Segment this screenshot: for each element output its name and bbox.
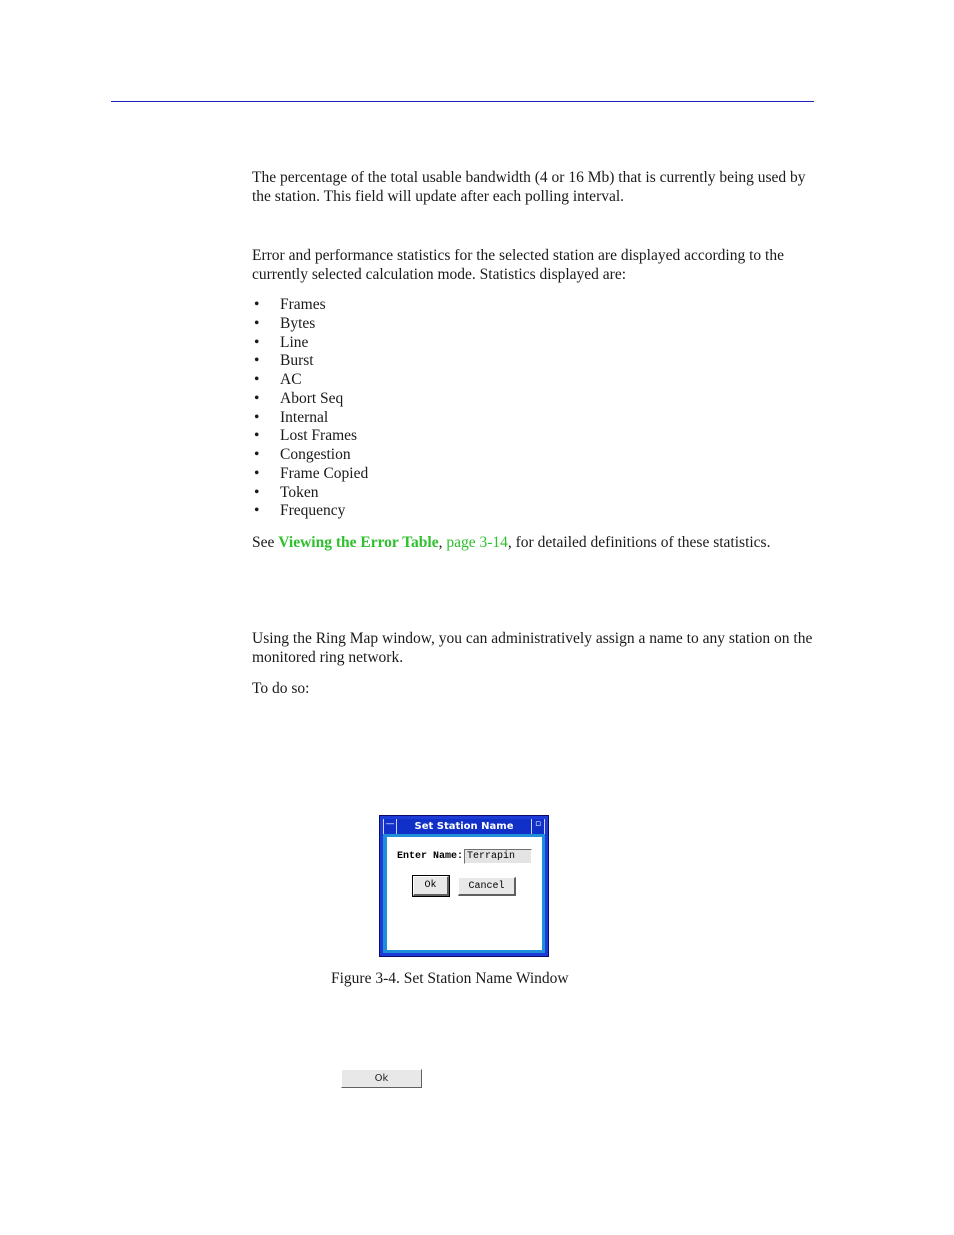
list-item: • Frequency <box>252 502 368 521</box>
enter-name-label: Enter Name: <box>397 851 464 862</box>
ok-button[interactable]: Ok <box>413 876 449 896</box>
list-item: • Frames <box>252 296 368 315</box>
page-reference-link[interactable]: page 3-14 <box>446 534 508 551</box>
dialog-title[interactable]: Set Station Name <box>383 819 545 834</box>
station-name-input[interactable]: Terrapin <box>464 849 532 864</box>
set-station-name-dialog <box>379 815 549 957</box>
ok-button-illustration[interactable]: Ok <box>341 1069 422 1088</box>
ring-map-paragraph: Using the Ring Map window, you can administratively assign a name to any station on the monitored ring network. <box>252 630 813 666</box>
list-item: • Line <box>252 334 368 353</box>
list-item: • AC <box>252 371 368 390</box>
bandwidth-paragraph: The percentage of the total usable bandwidth (4 or 16 Mb) that is currently being used by the station. This field will update after each polling interval. <box>252 169 806 205</box>
list-item: • Congestion <box>252 446 368 465</box>
see-reference-paragraph <box>252 533 832 552</box>
error-table-link[interactable]: Viewing the Error Table <box>278 534 439 551</box>
list-item: • Abort Seq <box>252 390 368 409</box>
statistics-list <box>252 296 368 521</box>
minimize-icon[interactable]: ▫ <box>531 819 545 834</box>
see-suffix: , for detailed definitions of these statistics. <box>507 534 771 551</box>
to-do-so-text: To do so: <box>252 680 310 697</box>
list-item: • Bytes <box>252 315 368 334</box>
list-item: • Token <box>252 484 368 503</box>
window-menu-icon[interactable]: — <box>383 819 397 834</box>
see-comma: , <box>438 534 447 551</box>
error-stats-paragraph: Error and performance statistics for the selected station are displayed according to the currently selected calculation mode. Statistics displayed are: <box>252 247 784 283</box>
cancel-button[interactable]: Cancel <box>458 877 516 896</box>
list-item: • Internal <box>252 409 368 428</box>
see-prefix: See <box>252 534 279 551</box>
figure-caption: Figure 3-4. Set Station Name Window <box>331 970 569 987</box>
list-item: • Lost Frames <box>252 427 368 446</box>
list-item: • Frame Copied <box>252 465 368 484</box>
dialog-body <box>387 837 542 950</box>
list-item: • Burst <box>252 352 368 371</box>
header-rule <box>111 101 814 102</box>
